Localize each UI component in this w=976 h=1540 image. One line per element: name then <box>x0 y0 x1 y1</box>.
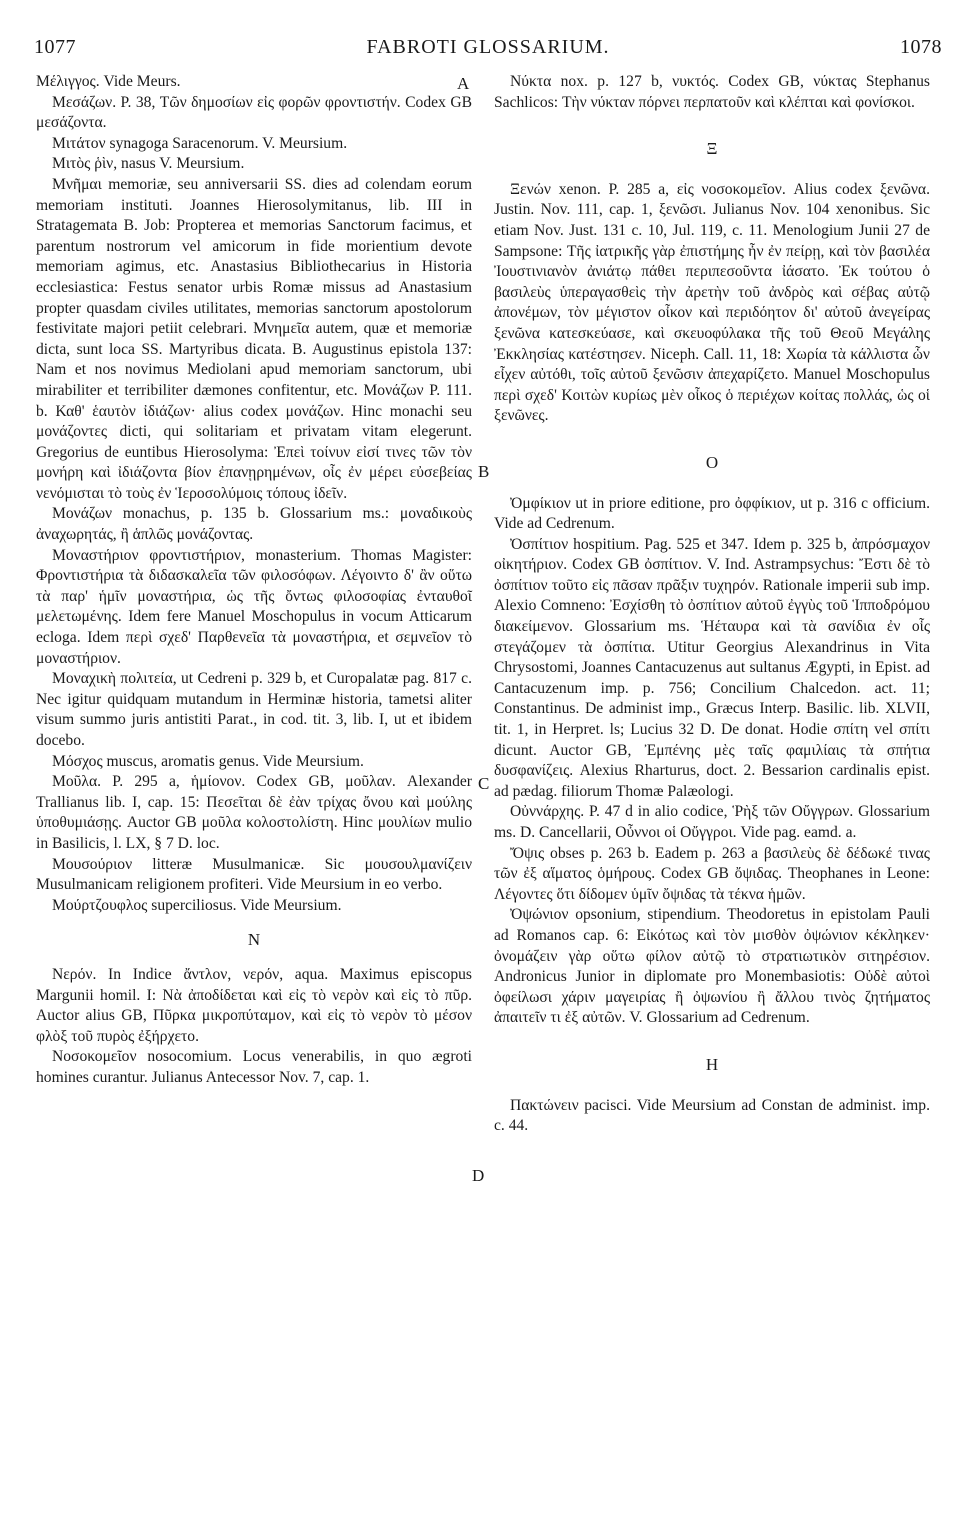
glossary-entry: Νύκτα nox. p. 127 b, νυκτός. Codex GB, νύκτας Stephanus Sachlicos: Τὴν νύκταν πόρνει περπατοῦν καὶ κλέπται καὶ φονίσκοι. <box>494 73 930 111</box>
letter-heading: N <box>247 930 261 950</box>
glossary-entry: Μόσχος muscus, aromatis genus. Vide Meursium. <box>52 752 364 770</box>
letter-heading: H <box>705 1054 719 1074</box>
glossary-entry: Μούρτζουφλος superciliosus. Vide Meursium. <box>52 896 342 914</box>
margin-mark-b: B <box>478 462 490 481</box>
right-column <box>494 72 930 1137</box>
glossary-entry: Ὄψις obses p. 263 b. Eadem p. 263 a βασιλεὺς δὲ δέδωκέ τινας τῶν ἐξ αἵματος ὁμήρους. Codex GB ὄψιδας. Theophanes in Leone: Λέγοντες ὅτι δίδομεν ὑμῖν ὄψιδας τὰ τέκνα ἡμῶν. <box>494 844 930 903</box>
glossary-entry: Νοσοκομεῖον nosocomium. Locus venerabilis, in quo ægroti homines curantur. Julianus Antecessor Nov. 7, cap. 1. <box>36 1048 472 1086</box>
page-header <box>34 36 942 62</box>
glossary-entry: Μουσούριον litteræ Musulmanicæ. Sic μουσουλμανίζειν Musulmanicam religionem profiteri. Vide Meursium in eo verbo. <box>36 855 472 894</box>
page-number-right: 1078 <box>900 36 942 58</box>
glossary-entry: Μνῆμαι memoriæ, seu anniversarii SS. dies ad colendam eorum memoriam instituti. Joannes Hierosolymitanus, lib. III in Stratagemata B. Job: Propterea et memorias Sanctorum facimus, et parentum nostrorum vel amicorum in fide morientium devote memoriam agimus, etc. Anastasius Bibliothecarius in Historia ecclesiastica: Festus senator urbis Romæ missus ad Anastasium propter quasdam civiles utilitates, memorias sanctorum apostolorum festivitate majori petiit celebrari. Μνημεῖα autem, quæ et memoriæ dicta, sunt loca SS. Martyribus dicata. B. Augustinus epistola 137: Nam et nos novimus Mediolani apud memoriam sanctorum, ubi mirabiliter et terribiliter dæmones confitentur, etc. Μονάζων P. 111. b. Καθ' ἑαυτὸν ἰδιάζων· alius codex μονάζων. Hinc monachi seu μονάζοντες dicti, qui solitariam et privatam vitam elegerunt. Gregorius de euntibus Hierosolyma: Ἐπεὶ τοίνυν εἰσί τινες τῶν τὸν μονήρη καὶ ἰδιάζοντα βίον ἐπανῃρημένων, οἷς ἐν μέρει εὐσεβείας νενόμισται τὸ τοὺς ἐν Ἱεροσολύμοις τόπους ἰδεῖν. <box>36 175 472 502</box>
glossary-entry: Μιτάτον synagoga Saracenorum. V. Meursium. <box>52 134 348 152</box>
glossary-entry: Μοῦλα. P. 295 a, ἡμίονον. Codex GB, μοῦλαν. Alexander Trallianus lib. I, cap. 15: Πεσεῖται δὲ ἐὰν τρίχας ὄνου καὶ μούλης ὑποθυμιάσῃς. Auctor GB μοῦλα κολοστολίστη. Hinc μουλίων mulio in Basilicis, l. LX, § 7 D. loc. <box>36 773 472 852</box>
margin-mark-d: D <box>472 1166 485 1185</box>
glossary-entry: Ὀμφίκιον ut in priore editione, pro ὀφφίκιον, ut p. 316 c officium. Vide ad Cedrenum. <box>494 494 930 533</box>
letter-heading: Ξ <box>706 139 718 159</box>
glossary-entry: Ὀσπίτιον hospitium. Pag. 525 et 347. Idem p. 325 b, ἀπρόσμαχον οἰκητήριον. Codex GB ὀσπίτιον. V. Ind. Astrampsychus: Ἔστι δὲ τὸ ὀσπίτιον τοῦτο εἰς πᾶσαν πρᾶξιν τυχηρόν. Rationale imperii sub imp. Alexio Comneno: Ἐσχίσθη τὸ ὀσπίτιον αὐτοῦ ἐγγὺς τοῦ Ἱπποδρόμου διακείμενον. Glossarium ms. Ἡέταυρα καὶ τὰ σανίδια ἐν οἷς στεγάζομεν τὰ ὀσπίτια. Utitur Georgius Alexandrinus in Vita Chrysostomi, Joannes Cantacuzenus aut sultanus Ægypti, in Epist. ad Cantacuzenum imp. p. 756; Concilium Chalcedon. act. 11; Constantinus. De administ imp., Græcus Interp. Basilic. lib. XLVII, tit. 1, in Herpret. ls; Lucius 32 D. De donat. Hodie σπίτη vel σπίτι dicunt. Auctor GB, Ἐμπένης μὲς ταῖς φαμιλίαις τὰ σπήτια δυσφανίζεις. Alexius Rharturus, doct. 2. Bessarion cardinalis epist. ad pædag. filiorum Thomæ Palæologi. <box>494 535 930 800</box>
margin-mark-a: A <box>457 74 470 93</box>
glossary-entry: Οὐννάρχης. P. 47 d in alio codice, Ῥὴξ τῶν Οὔγγρων. Glossarium ms. D. Cancellarii, Οὖννοι οἱ Οὔγγροι. Vide pag. eamd. a. <box>494 803 930 841</box>
glossary-entry: Ὀψώνιον opsonium, stipendium. Theodoretus in epistolam Pauli ad Romanos cap. 6: Εἰκότως καὶ τὸν μισθὸν ὀψώνιον κέκληκεν· ὀνομάζειν γὰρ οὕτω φίλον αὐτῷ τὸ στρατιωτικὸν σιτηρέσιον. Andronicus Junior in diplomate pro Monembasiotis: Οὐδὲ αὐτοὶ ὀφείλωσι χάριν μαγειρίας ἢ ὀψωνίου ἢ ἄλλου τινὸς ζητήματος ἀπαιτεῖν τι ἐξ αὐτῶν. V. Glossarium ad Cedrenum. <box>494 906 930 1027</box>
glossary-entry: Μονάζων monachus, p. 135 b. Glossarium ms.: μοναδικοὺς ἀναχωρητάς, ἢ ἁπλῶς μονάζοντας. <box>36 505 472 544</box>
letter-heading: O <box>705 452 719 472</box>
glossary-entry: Μοναστήριον φροντιστήριον, monasterium. Thomas Magister: Φροντιστήρια τὰ διδασκαλεῖα τῶν φιλοσόφων. Λέγοιντο δ' ἂν οὕτω τὰ παρ' ἡμῖν μοναστήρια, ὡς τῆς ὄντως φιλοσοφίας ἐνταυθοῖ μελετωμένης. Idem fere Manuel Moschopulus in vocum Atticarum ecloga. Idem περὶ σχεδ' Παρθενεῖα τὰ μοναστήρια, et σεμνεῖον τὸ μοναστήριον. <box>36 546 472 667</box>
glossary-entry: Μοναχικὴ πολιτεία, ut Cedreni p. 329 b, et Curopalatæ pag. 817 c. Nec igitur quidquam mutandum in Herminæ historia, tametsi aliter visum summo juris antistiti Parat., in cod. tit. 3, lib. I, ut et ibidem docebo. <box>36 670 472 749</box>
glossary-entry: Νερόν. In Indice ἄντλον, νερόν, aqua. Maximus episcopus Margunii homil. I: Νὰ ἀποδίδεται καὶ εἰς τὸ νερὸν καὶ εἰς τὸ πῦρ. Auctor alius GB, Πῦρκα μικροπύταμον, καὶ εἰς τὸ νερὸν τὸ μέσον φλὸξ τοῦ πυρὸς ἐξήρχετο. <box>36 965 472 1045</box>
glossary-entry: Ξενών xenon. P. 285 a, εἰς νοσοκομεῖον. Alius codex ξενῶνα. Justin. Nov. 111, cap. 1, ξενῶσι. Julianus Nov. 104 xenonibus. Sic etiam Nov. Just. 131 c. 10, Jul. 119, c. 11. Menologium Junii 27 de Sampsone: Τῆς ἰατρικῆς γὰρ ἐπιστήμης ἦν ἐν πείρῃ, καὶ τὸν βασιλέα Ἰουστινιανὸν ἀνιάτῳ πάθει περιπεσοῦντα ἰάσατο. Ἐκ τούτου ὁ βασιλεὺς ὑπεραγασθεὶς τὴν ἀρετὴν τοῦ ἀνδρὸς καὶ σέβας αὐτῷ ἀπονέμων, τὸν μέγιστον οἶκον καὶ περιδόητον δι' αὐτοῦ ἀνεγείρας ξενῶνα κατεσκεύασε, καὶ σκευοφύλακα τῆς τοῦ Θεοῦ Μεγάλης Ἐκκλησίας κατέστησεν. Niceph. Call. 11, 18: Χωρία τὰ κάλλιστα ὧν εἶχεν αὐτόθι, τοῖς αὐτοῦ ξενῶσιν ἀπεχαρίζετο. Manuel Moschopulus περὶ σχεδ' Κοιτὼν κυρίως μὲν οἶκος ὁ περιέχων κοίτας πολλάς, ὡς οἱ ξενῶνες. <box>494 180 930 425</box>
glossary-entry: Μεσάζων. P. 38, Τῶν δημοσίων εἰς φορῶν φροντιστήν. Codex GB μεσάζοντα. <box>36 93 472 132</box>
margin-mark-c: C <box>478 774 490 793</box>
page-number-left: 1077 <box>34 36 76 58</box>
glossary-entry: Μέλιγγος. Vide Meurs. <box>36 73 181 90</box>
glossary-entry: Μιτὸς ῥὶν, nasus V. Meursium. <box>52 155 245 173</box>
glossary-entry: Πακτώνειν pacisci. Vide Meursium ad Constan de administ. imp. c. 44. <box>494 1096 930 1135</box>
left-column <box>36 72 472 1089</box>
running-title: FABROTI GLOSSARIUM. <box>366 36 610 58</box>
